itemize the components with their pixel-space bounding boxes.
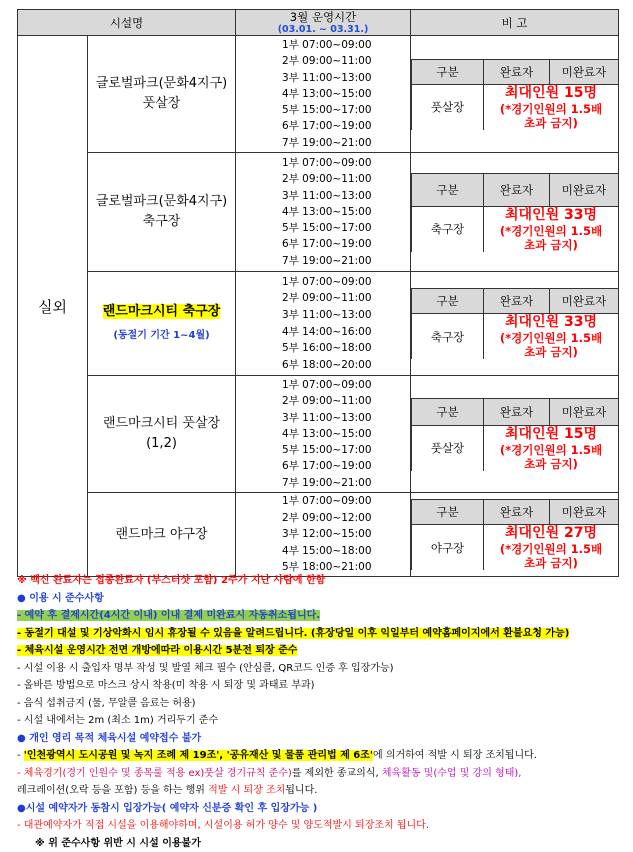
limit-main: 최대인원 15명 — [484, 85, 618, 102]
time-slot: 1부 07:00~09:00 — [282, 37, 410, 53]
facility-name-line1: 글로벌파크(문화4지구) — [96, 194, 227, 209]
limit-note: 초과 금지) — [484, 238, 618, 252]
limit-note: (*경기인원의 1.5배 — [484, 443, 618, 457]
time-slot: 2부 09:00~11:00 — [282, 53, 410, 69]
capacity-table — [411, 288, 618, 359]
time-slot: 2부 09:00~11:00 — [282, 171, 410, 187]
col-category: 구분 — [412, 173, 484, 206]
col-incomplete: 미완료자 — [550, 59, 619, 84]
usage-rules-title: ● 이용 시 준수사항 — [17, 590, 627, 608]
limit-main: 최대인원 33명 — [484, 207, 618, 224]
facility-name-line1: 랜드마크시티 축구장 — [103, 304, 221, 319]
time-slot: 7부 19:00~21:00 — [282, 475, 410, 491]
col-category: 구분 — [412, 289, 484, 314]
time-slot: 3부 11:00~13:00 — [282, 307, 410, 324]
usage-rule: - 체육시설 운영시간 전면 개방에따라 이용시간 5분전 퇴장 준수 — [17, 642, 627, 660]
facility-row — [18, 36, 619, 153]
header-facility: 시설명 — [18, 10, 236, 36]
facility-name — [88, 272, 236, 376]
time-slots — [236, 36, 411, 153]
col-category: 구분 — [412, 500, 484, 525]
time-slot: 6부 18:00~20:00 — [282, 357, 410, 374]
remarks-cell — [411, 153, 619, 272]
facility-row — [18, 272, 619, 376]
facility-name-line1: 랜드마크시티 풋살장(1,2) — [103, 416, 220, 451]
facility-type: 축구장 — [412, 314, 484, 360]
time-slot: 5부 18:00~21:00 — [282, 559, 410, 575]
time-slot: 7부 19:00~21:00 — [282, 135, 410, 151]
col-complete: 완료자 — [484, 500, 550, 525]
col-incomplete: 미완료자 — [550, 398, 619, 425]
capacity-table — [411, 499, 618, 570]
capacity-table — [411, 173, 618, 252]
profit-rule: 레크레이션(오락 등을 포함) 등을 하는 행위 적발 시 퇴장 조치됩니다. — [17, 782, 627, 800]
table-header-row — [18, 10, 619, 36]
time-slot: 5부 15:00~17:00 — [282, 102, 410, 118]
facility-name-line2: 풋살장 — [143, 96, 181, 111]
remarks-cell — [411, 493, 619, 577]
time-slot: 6부 17:00~19:00 — [282, 118, 410, 134]
facility-type: 풋살장 — [412, 84, 484, 130]
facility-row — [18, 376, 619, 493]
time-slot: 4부 15:00~18:00 — [282, 543, 410, 559]
time-slot: 5부 15:00~17:00 — [282, 220, 410, 236]
col-category: 구분 — [412, 398, 484, 425]
capacity-table — [411, 398, 618, 471]
capacity-limit — [484, 206, 619, 252]
time-slot: 6부 17:00~19:00 — [282, 236, 410, 252]
col-complete: 완료자 — [484, 289, 550, 314]
col-complete: 완료자 — [484, 398, 550, 425]
time-slot: 3부 11:00~13:00 — [282, 410, 410, 426]
header-hours-period: (03.01. ~ 03.31.) — [236, 24, 410, 35]
time-slot: 3부 11:00~13:00 — [282, 188, 410, 204]
time-slot: 7부 19:00~21:00 — [282, 253, 410, 269]
capacity-limit — [484, 314, 619, 360]
profit-rule-title: ● 개인 영리 목적 체육시설 예약접수 불가 — [17, 730, 627, 748]
time-slot: 2부 09:00~11:00 — [282, 393, 410, 409]
facility-schedule-table — [17, 9, 619, 577]
usage-rule: - 음식 섭취금지 (물, 무알콜 음료는 허용) — [17, 695, 627, 713]
facility-name — [88, 493, 236, 577]
limit-note: 초과 금지) — [484, 457, 618, 471]
col-incomplete: 미완료자 — [550, 289, 619, 314]
time-slot: 4부 13:00~15:00 — [282, 426, 410, 442]
time-slot: 4부 13:00~15:00 — [282, 204, 410, 220]
usage-rule: - 예약 후 결제시간(4시간 이내) 이내 결제 미완료시 자동취소됩니다. — [17, 607, 627, 625]
header-remarks: 비 고 — [411, 10, 619, 36]
facility-name — [88, 36, 236, 153]
entry-rule-title: ●시설 예약자가 동참시 입장가능( 예약자 신분증 확인 후 입장가능 ) — [17, 800, 627, 818]
time-slots — [236, 153, 411, 272]
time-slots — [236, 272, 411, 376]
facility-name — [88, 376, 236, 493]
notice-section — [17, 572, 627, 852]
col-incomplete: 미완료자 — [550, 500, 619, 525]
facility-name — [88, 153, 236, 272]
capacity-limit — [484, 425, 619, 471]
time-slot: 5부 16:00~18:00 — [282, 340, 410, 357]
limit-main: 최대인원 27명 — [484, 525, 618, 542]
limit-note: (*경기인원의 1.5배 — [484, 224, 618, 238]
limit-note: 초과 금지) — [484, 116, 618, 130]
facility-type: 야구장 — [412, 525, 484, 571]
remarks-cell — [411, 376, 619, 493]
time-slot: 1부 07:00~09:00 — [282, 155, 410, 171]
time-slot: 3부 12:00~15:00 — [282, 526, 410, 542]
limit-note: 초과 금지) — [484, 345, 618, 359]
time-slot: 2부 09:00~11:00 — [282, 290, 410, 307]
remarks-cell — [411, 36, 619, 153]
time-slots — [236, 376, 411, 493]
time-slot: 5부 15:00~17:00 — [282, 442, 410, 458]
time-slot: 6부 17:00~19:00 — [282, 458, 410, 474]
limit-note: (*경기인원의 1.5배 — [484, 331, 618, 345]
profit-rule: - '인천광역시 도시공원 및 녹지 조례 제 19조', '공유재산 및 물품 관리법 제 6조'에 의거하여 적발 시 퇴장 조치됩니다. — [17, 747, 627, 765]
facility-name-line1: 글로벌파크(문화4지구) — [96, 76, 227, 91]
limit-note: (*경기인원의 1.5배 — [484, 102, 618, 116]
usage-rule: - 올바른 방법으로 마스크 상시 착용(미 착용 시 퇴장 및 과태료 부과) — [17, 677, 627, 695]
time-slot: 1부 07:00~09:00 — [282, 274, 410, 291]
capacity-limit — [484, 84, 619, 130]
time-slots — [236, 493, 411, 577]
facility-row — [18, 493, 619, 577]
header-hours — [236, 10, 411, 36]
facility-type: 풋살장 — [412, 425, 484, 471]
time-slot: 2부 09:00~12:00 — [282, 510, 410, 526]
col-complete: 완료자 — [484, 59, 550, 84]
capacity-limit — [484, 525, 619, 571]
time-slot: 1부 07:00~09:00 — [282, 377, 410, 393]
facility-row — [18, 153, 619, 272]
remarks-cell — [411, 272, 619, 376]
time-slot: 4부 13:00~15:00 — [282, 86, 410, 102]
usage-rule: - 동절기 대설 및 기상악화시 임시 휴장될 수 있음을 알려드립니다. (휴장당일 이후 익일부터 예약홈페이지에서 환불요청 가능) — [17, 625, 627, 643]
facility-name-line2: 축구장 — [143, 214, 181, 229]
profit-rule: - 체육경기(경기 인원수 및 종목룰 적용 ex)풋살 경기규칙 준수)를 제외한 종교의식, 체육활동 및(수업 및 강의 형태), — [17, 765, 627, 783]
limit-note: (*경기인원의 1.5배 — [484, 542, 618, 556]
col-incomplete: 미완료자 — [550, 173, 619, 206]
time-slot: 3부 11:00~13:00 — [282, 70, 410, 86]
capacity-table — [411, 59, 618, 130]
usage-rule: - 시설 이용 시 출입자 명부 작성 및 발열 체크 필수 (안심콜, QR코드 인증 후 입장가능) — [17, 660, 627, 678]
violation-note: ※ 위 준수사항 위반 시 시설 이용불가 — [17, 835, 627, 852]
usage-rule: - 시설 내에서는 2m (최소 1m) 거리두기 준수 — [17, 712, 627, 730]
limit-main: 최대인원 15명 — [484, 426, 618, 443]
limit-note: 초과 금지) — [484, 556, 618, 570]
entry-rule: - 대관예약자가 직접 시설을 이용해야하며, 시설이용 허가 양수 및 양도적발시 퇴장조치 됩니다. — [17, 817, 627, 835]
vaccine-note: ※ 백신 완료자는 접종완료자 (부스터샷 포함) 2주가 지난 사람에 한함 — [17, 572, 627, 590]
header-hours-title: 3월 운영시간 — [236, 11, 410, 24]
facility-season-note: (동절기 기간 1~4월) — [88, 326, 235, 346]
col-category: 구분 — [412, 59, 484, 84]
time-slot: 4부 14:00~16:00 — [282, 324, 410, 341]
region-label: 실외 — [18, 36, 88, 577]
facility-type: 축구장 — [412, 206, 484, 252]
time-slot: 1부 07:00~09:00 — [282, 493, 410, 509]
col-complete: 완료자 — [484, 173, 550, 206]
facility-name-line1: 랜드마크 야구장 — [115, 527, 207, 542]
limit-main: 최대인원 33명 — [484, 314, 618, 331]
